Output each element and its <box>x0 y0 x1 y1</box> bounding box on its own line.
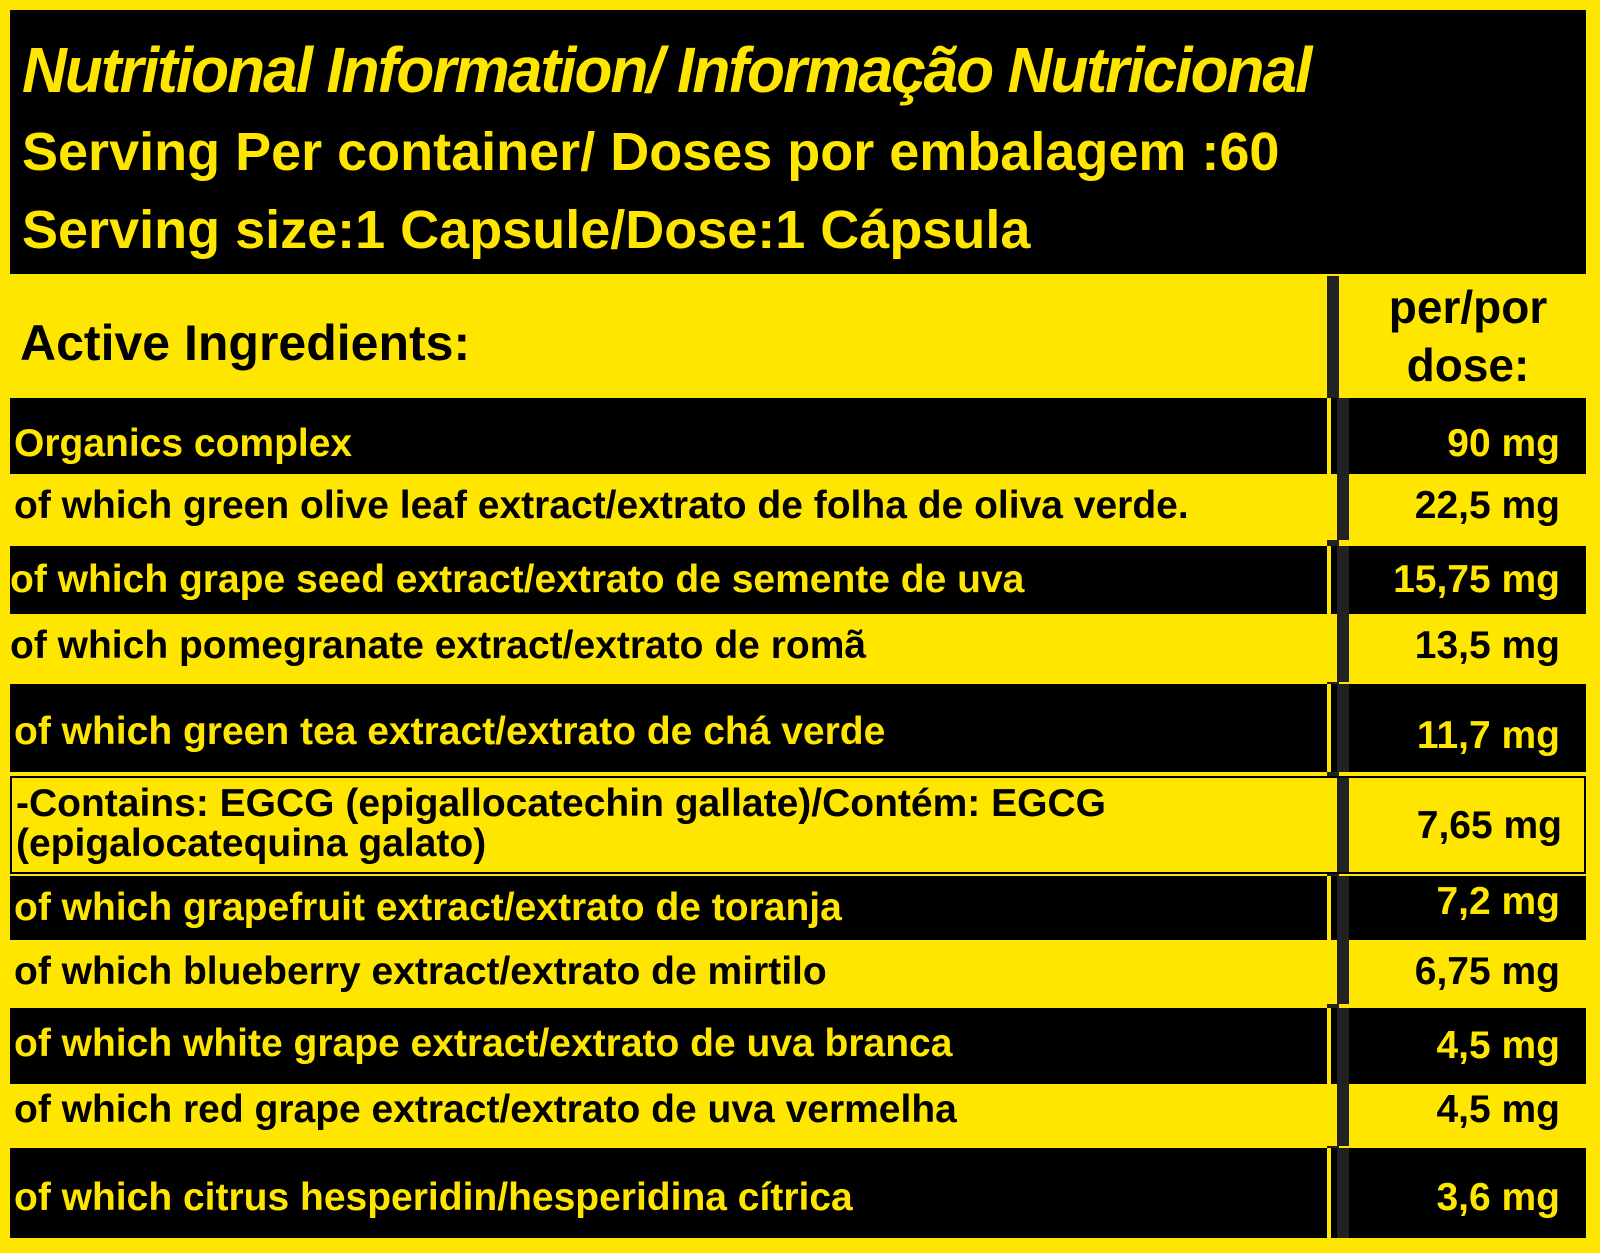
ingredient-amount: 4,5 mg <box>1436 1024 1560 1067</box>
ingredient-amount: 7,2 mg <box>1436 880 1560 923</box>
ingredient-name: of which grapefruit extract/extrato de toranja <box>14 886 842 929</box>
column-divider-segment <box>1337 1008 1349 1084</box>
ingredient-amount: 15,75 mg <box>1393 558 1560 601</box>
ingredient-name: of which blueberry extract/extrato de mirtilo <box>14 950 827 993</box>
table-row <box>10 398 1586 474</box>
column-header-per-dose: per/por dose: <box>1388 281 1548 391</box>
ingredient-amount: 3,6 mg <box>1436 1176 1560 1219</box>
table-row <box>10 876 1586 940</box>
column-divider-segment <box>1337 940 1349 1004</box>
row-divider <box>1327 398 1331 474</box>
table-row <box>10 614 1586 682</box>
table-row <box>10 1084 1586 1146</box>
column-header-ingredients: Active Ingredients: <box>20 315 471 371</box>
row-divider <box>1327 546 1331 614</box>
column-divider-segment <box>1337 1148 1349 1238</box>
column-divider-segment <box>1337 614 1349 682</box>
ingredient-amount: 6,75 mg <box>1414 950 1560 993</box>
table-row <box>10 474 1586 540</box>
ingredient-name: of which green olive leaf extract/extrato de folha de oliva verde. <box>14 484 1189 527</box>
column-divider-segment <box>1337 546 1349 614</box>
column-divider-segment <box>1337 474 1349 540</box>
column-divider-segment <box>1337 778 1349 872</box>
ingredient-amount: 11,7 mg <box>1416 714 1560 757</box>
ingredient-name: of which white grape extract/extrato de uva branca <box>14 1022 953 1065</box>
row-divider <box>1327 684 1331 772</box>
ingredient-name: -Contains: EGCG (epigallocatechin gallate)/Contém: EGCG (epigalocatequina galato) <box>16 782 1106 865</box>
table-header-row <box>10 276 1586 398</box>
servings-per-container: Serving Per container/ Doses por embalagem :60 <box>22 122 1280 182</box>
column-divider-segment <box>1337 398 1349 474</box>
table-row <box>10 940 1586 1004</box>
row-divider <box>1327 1148 1331 1238</box>
table-row <box>10 1008 1586 1084</box>
ingredient-amount: 22,5 mg <box>1414 484 1560 527</box>
ingredient-name: of which grape seed extract/extrato de semente de uva <box>10 558 1025 601</box>
ingredient-amount: 4,5 mg <box>1436 1088 1560 1131</box>
ingredient-name: of which red grape extract/extrato de uva vermelha <box>14 1088 957 1131</box>
ingredient-amount: 90 mg <box>1447 422 1560 465</box>
column-divider-segment <box>1337 684 1349 772</box>
table-row <box>10 776 1586 874</box>
table-row <box>10 1148 1586 1238</box>
table-row <box>10 546 1586 614</box>
row-divider <box>1327 1008 1331 1084</box>
ingredient-name: of which pomegranate extract/extrato de romã <box>10 624 867 667</box>
ingredient-name: of which citrus hesperidin/hesperidina cítrica <box>14 1176 853 1219</box>
column-divider-segment <box>1337 876 1349 940</box>
nutrition-header <box>10 10 1586 274</box>
ingredient-name: Organics complex <box>14 422 353 465</box>
ingredient-amount: 13,5 mg <box>1414 624 1560 667</box>
page-title: Nutritional Information/ Informação Nutricional <box>22 34 1311 106</box>
serving-size: Serving size:1 Capsule/Dose:1 Cápsula <box>22 200 1031 260</box>
ingredient-name: of which green tea extract/extrato de chá verde <box>14 710 886 753</box>
ingredient-amount: 7,65 mg <box>1416 804 1562 847</box>
table-row <box>10 684 1586 772</box>
row-divider <box>1327 876 1331 940</box>
column-divider-segment <box>1337 1084 1349 1146</box>
